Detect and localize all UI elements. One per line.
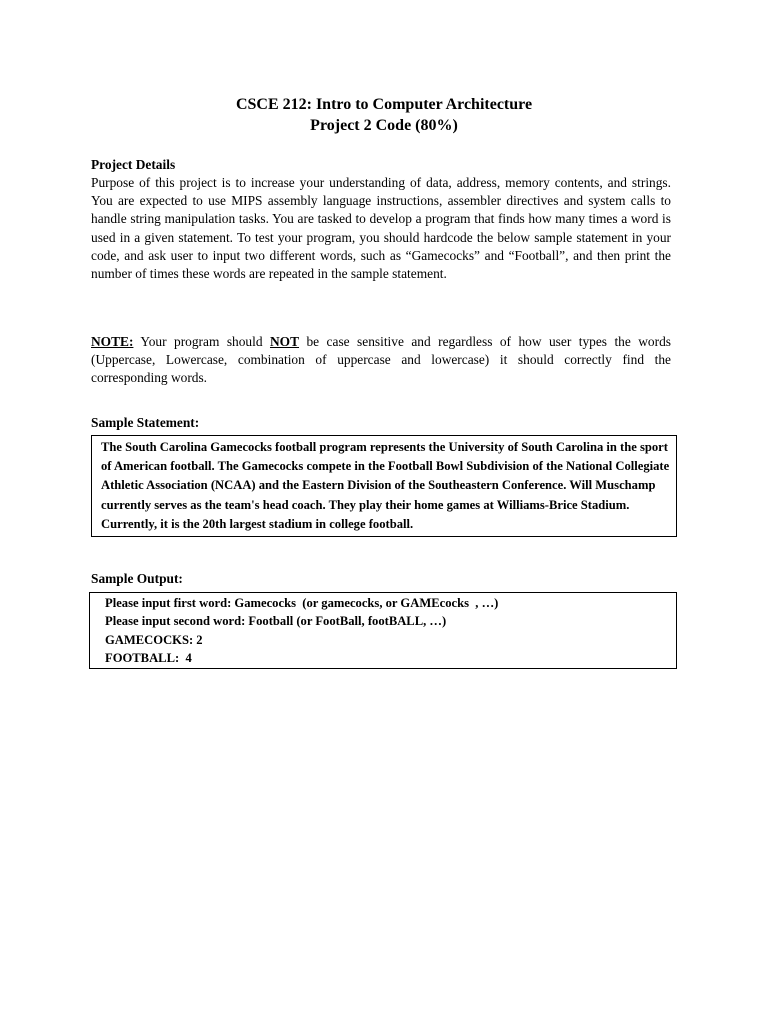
note-emphasis: NOT <box>269 334 300 349</box>
output-line: GAMECOCKS: 2 <box>105 632 203 647</box>
sample-output-box <box>89 592 677 669</box>
note-text-before: Your program should <box>133 334 270 349</box>
project-details-heading: Project Details <box>91 157 176 172</box>
project-details-paragraph: Purpose of this project is to increase your understanding of data, address, memory contents, and strings. You are expected to use MIPS assembly language instructions, assembler directives and system calls to handle string manipulation tasks. You are tasked to develop a program that finds how many times a word is used in a given statement. To test your program, you should hardcode the below sample statement in your code, and ask user to input two different words, such as “Gamecocks” and “Football”, and then print the number of times these words are repeated in the sample statement. <box>91 175 671 282</box>
sample-statement-text: The South Carolina Gamecocks football program represents the University of South Carolina in the sport of American football. The Gamecocks compete in the Football Bowl Subdivision of the National Collegiate Athletic Association (NCAA) and the Eastern Division of the Southeastern Conference. Will Muschamp currently serves as the team's head coach. They play their home games at Williams-Brice Stadium. Currently, it is the 20th largest stadium in college football. <box>101 440 670 531</box>
sample-output-heading: Sample Output: <box>91 571 183 586</box>
document-subtitle: Project 2 Code (80%) <box>310 117 458 134</box>
note-label: NOTE: <box>91 334 134 349</box>
output-line: Please input second word: Football (or FootBall, footBALL, …) <box>105 614 447 629</box>
sample-statement-heading: Sample Statement: <box>91 415 200 430</box>
sample-statement-box <box>91 435 677 537</box>
output-line: Please input first word: Gamecocks (or gamecocks, or GAMEcocks , …) <box>105 596 499 610</box>
note-text-after: be case sensitive and regardless of how user types the words (Uppercase, Lowercase, combination of uppercase and lowercase) it should correctly find the corresponding words. <box>91 334 671 386</box>
note-paragraph <box>91 333 671 388</box>
document-title: CSCE 212: Intro to Computer Architecture <box>235 96 533 113</box>
output-line: FOOTBALL: 4 <box>105 651 192 666</box>
